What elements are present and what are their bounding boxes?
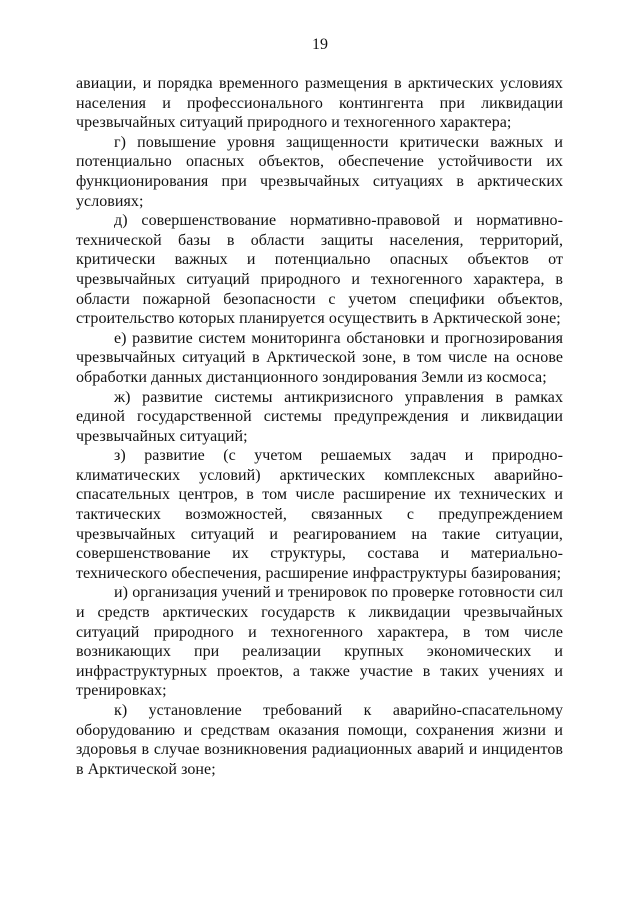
paragraph-item-e: е) развитие систем мониторинга обстановки и прогнозирования чрезвычайных ситуаций в Арктической зоне, в том числе на основе обработки данных дистанционного зондирования Земли из космоса; (76, 329, 563, 386)
page-number: 19 (312, 36, 328, 53)
paragraph-item-zh: ж) развитие системы антикризисного управления в рамках единой государственной системы предупреждения и ликвидации чрезвычайных ситуаций; (76, 388, 563, 445)
paragraph-item-d: д) совершенствование нормативно-правовой и нормативно-технической базы в области защиты населения, территорий, критически важных и потенциально опасных объектов от чрезвычайных ситуаций природного и техногенного характера, в области пожарной безопасности с учетом специфики объектов, строительство которых планируется осуществить в Арктической зоне; (76, 212, 563, 328)
paragraph-item-z: з) развитие (с учетом решаемых задач и природно-климатических условий) арктических комплексных аварийно-спасательных центров, в том числе расширение их технических и тактических возможностей, связанных с предупреждением чрезвычайных ситуаций и реагированием на такие ситуации, совершенствование их структуры, состава и материально-технического обеспечения, расширение инфраструктуры базирования; (76, 447, 563, 582)
paragraph-item-g: г) повышение уровня защищенности критически важных и потенциально опасных объектов, обеспечение устойчивости их функционирования при чрезвычайных ситуациях в арктических условиях; (76, 133, 563, 210)
paragraph-item-i: и) организация учений и тренировок по проверке готовности сил и средств арктических государств к ликвидации чрезвычайных ситуаций природного и техногенного характера, в том числе возникающих при реализации крупных экономических и инфраструктурных проектов, а также участие в таких учениях и тренировках; (76, 584, 563, 700)
paragraph-item-k: к) установление требований к аварийно-спасательному оборудованию и средствам оказания помощи, сохранения жизни и здоровья в случае возникновения радиационных аварий и инцидентов в Арктической зоне; (76, 702, 563, 778)
paragraph-continuation: авиации, и порядка временного размещения в арктических условиях населения и профессионального контингента при ликвидации чрезвычайных ситуаций природного и техногенного характера; (76, 75, 563, 132)
document-body (76, 74, 563, 779)
